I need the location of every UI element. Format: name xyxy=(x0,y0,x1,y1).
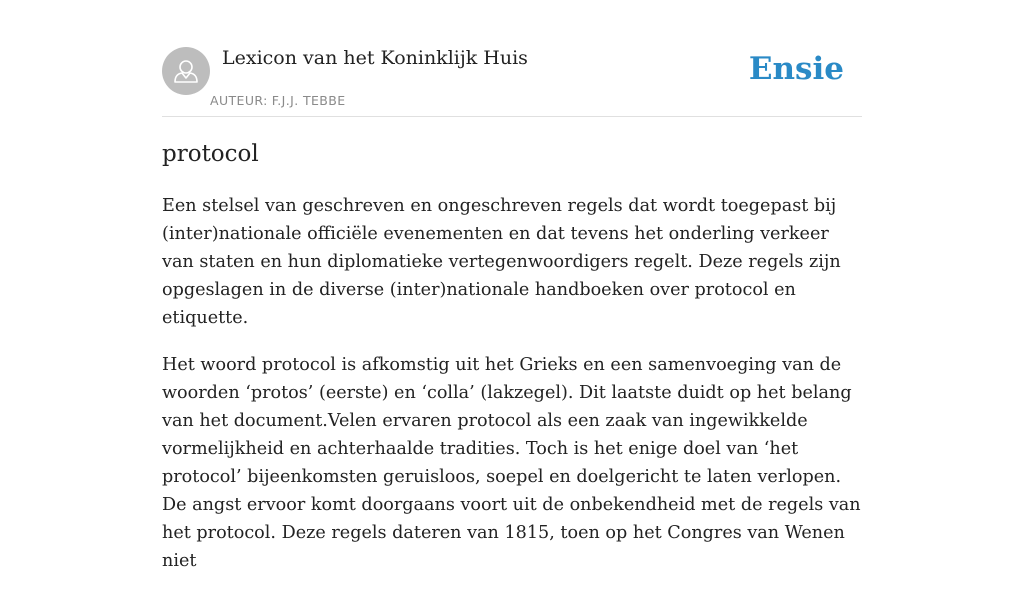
author-name-link[interactable]: F.J.J. TEBBE xyxy=(271,93,346,108)
article-paragraph: Het woord protocol is afkomstig uit het Grieks en een samenvoeging van de woorden ‘protos’ (eerste) en ‘colla’ (lakzegel). Dit laatste duidt op het belang van het document.Velen ervaren protocol als een zaak van ingewikkelde vormelijkheid en achterhaalde tradities. Toch is het enige doel van ‘het protocol’ bijeenkomsten geruisloos, soepel en doelgericht te laten verlopen. De angst ervoor komt doorgaans voort uit de onbekendheid met de regels van het protocol. Deze regels dateren van 1815, toen op het Congres van Wenen niet xyxy=(162,355,861,571)
book-title-link[interactable]: Lexicon van het Koninklijk Huis xyxy=(222,47,528,69)
author-label: AUTEUR: xyxy=(210,93,268,108)
ensie-logo[interactable]: Ensie xyxy=(748,51,844,87)
user-silhouette-icon xyxy=(162,47,210,95)
article-body xyxy=(162,192,862,594)
article-paragraph: Een stelsel van geschreven en ongeschreven regels dat wordt toegepast bij (inter)nationale officiële evenementen en dat tevens het onderling verkeer van staten en hun diplomatieke vertegenwoordigers regelt. Deze regels zijn opgeslagen in de diverse (inter)nationale handboeken over protocol en etiquette. xyxy=(162,196,841,328)
lemma-title: protocol xyxy=(162,141,259,167)
author-line xyxy=(210,93,346,109)
entry-page xyxy=(162,0,862,571)
entry-header xyxy=(162,0,862,117)
author-avatar[interactable] xyxy=(162,47,210,95)
